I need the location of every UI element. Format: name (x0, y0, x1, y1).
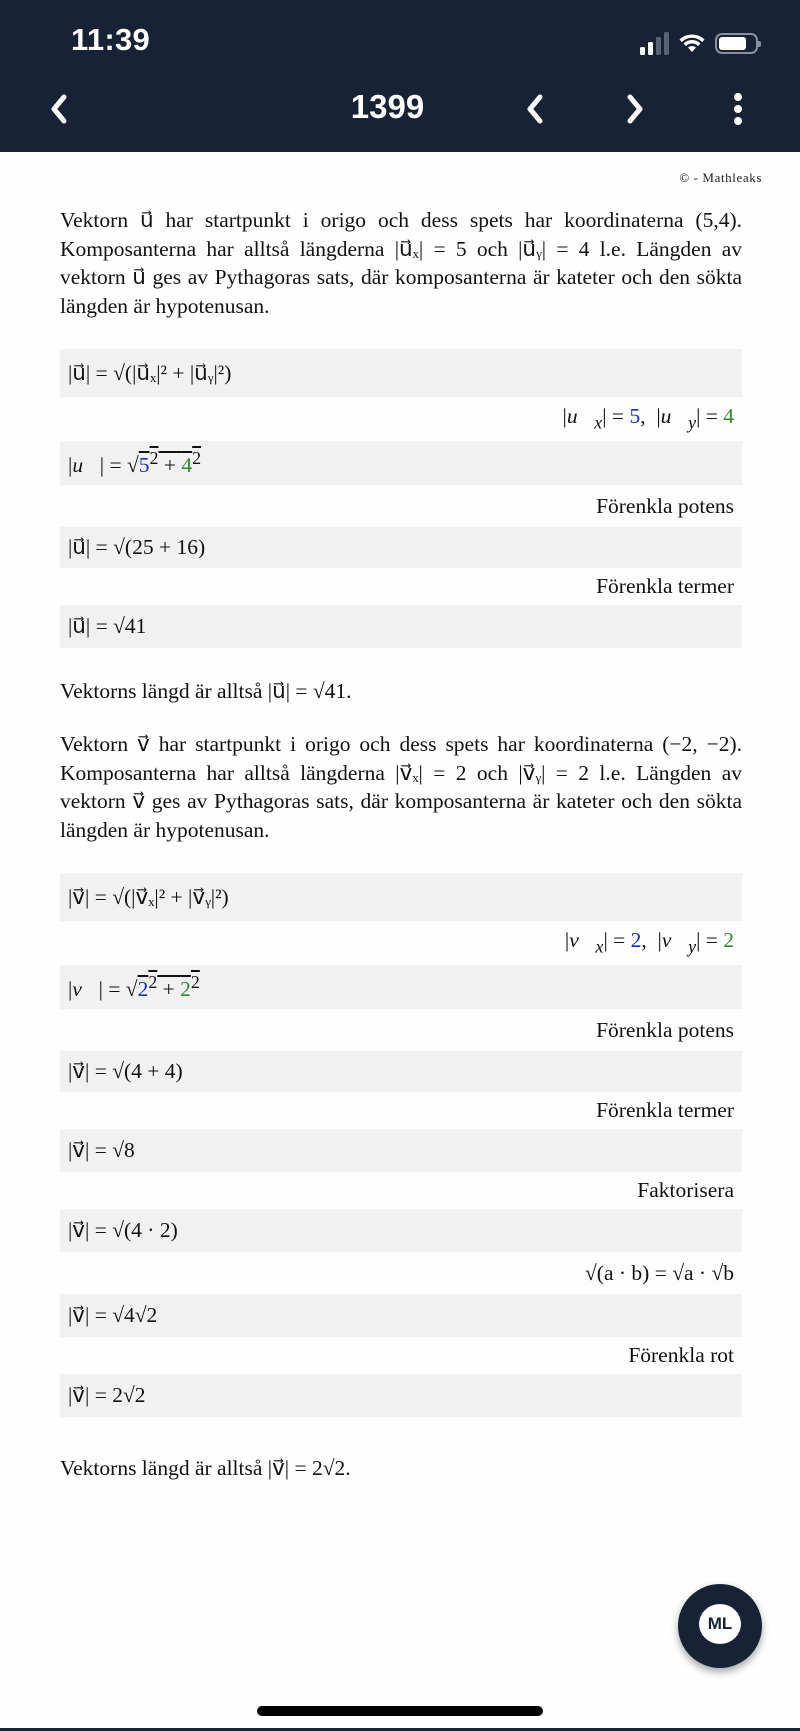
mathleaks-logo-icon: ML (699, 1604, 741, 1644)
step-row: |v⃗| = √8 (60, 1129, 742, 1172)
step-text: |u⃗| = $√5^2 + 4^2$ (68, 447, 202, 478)
previous-exercise-button[interactable] (522, 92, 550, 126)
step-row (60, 965, 742, 1009)
vector-u-steps (60, 349, 742, 648)
vector-u-intro (60, 206, 742, 320)
wifi-icon (679, 33, 705, 53)
step-note (60, 921, 742, 965)
step-note-text: $|u⃗_x| = 5$, $|u⃗_y| = 4$ (562, 404, 734, 433)
step-row: |v⃗| = √(4 + 4) (60, 1051, 742, 1092)
step-note: Förenkla potens (60, 485, 742, 527)
step-note: Faktorisera (60, 1172, 742, 1209)
status-time: 11:39 (71, 22, 151, 57)
vector-v-intro (60, 730, 742, 844)
next-exercise-button[interactable] (620, 92, 648, 126)
home-indicator[interactable] (257, 1706, 543, 1716)
step-note: Förenkla termer (60, 1092, 742, 1129)
vector-v-intro-text: Vektorn v⃗ har startpunkt i origo och dess spets har koordinaterna (−2, −2). Komposanterna har alltså längderna |v⃗ₓ| = 2 och |v⃗ᵧ| = 2 l.e. Längden av vektorn v⃗ ges av Pythagoras sats, där komposanterna är kateter och den sökta längden är hypotenusan. (60, 732, 742, 842)
vector-v-conclusion: Vektorns längd är alltså |v⃗| = 2√2. (60, 1456, 351, 1480)
vector-v-steps (60, 873, 742, 1417)
step-note-text: $|v⃗_x| = 2$, $|v⃗_y| = 2$ (564, 928, 734, 957)
status-icons (640, 28, 758, 58)
step-row: |v⃗| = √4√2 (60, 1294, 742, 1337)
cellular-signal-icon (640, 31, 669, 55)
step-text: |v⃗| = $√2^2 + 2^2$ (68, 971, 200, 1002)
app-header (0, 0, 800, 152)
step-row (60, 441, 742, 485)
vector-u-conclusion: Vektorns längd är alltså |u⃗| = √41. (60, 679, 352, 703)
battery-icon (715, 33, 758, 54)
step-note (60, 397, 742, 441)
step-note: Förenkla potens (60, 1009, 742, 1051)
vector-u-intro-text: Vektorn u⃗ har startpunkt i origo och dess spets har koordinaterna (5,4). Komposanterna har alltså längderna |u⃗ₓ| = 5 och |u⃗ᵧ| = 4 l.e. Längden av vektorn u⃗ ges av Pythagoras sats, där komposanterna är kateter och den sökta längden är hypotenusan. (60, 208, 742, 318)
step-note: √(a · b) = √a · √b (60, 1252, 742, 1294)
step-row: |u⃗| = √41 (60, 605, 742, 648)
mathleaks-fab-button[interactable] (678, 1584, 762, 1668)
step-note: Förenkla rot (60, 1337, 742, 1374)
step-row: |v⃗| = 2√2 (60, 1374, 742, 1417)
step-row: |u⃗| = √(25 + 16) (60, 527, 742, 568)
exercise-number: 1399 (350, 88, 425, 125)
step-row: |u⃗| = √(|u⃗ₓ|² + |u⃗ᵧ|²) (60, 349, 742, 397)
step-row: |v⃗| = √(|v⃗ₓ|² + |v⃗ᵧ|²) (60, 873, 742, 921)
step-note: Förenkla termer (60, 568, 742, 605)
copyright-notice: © - Mathleaks (679, 170, 762, 185)
more-options-button[interactable] (726, 92, 750, 126)
step-row: |v⃗| = √(4 · 2) (60, 1209, 742, 1252)
